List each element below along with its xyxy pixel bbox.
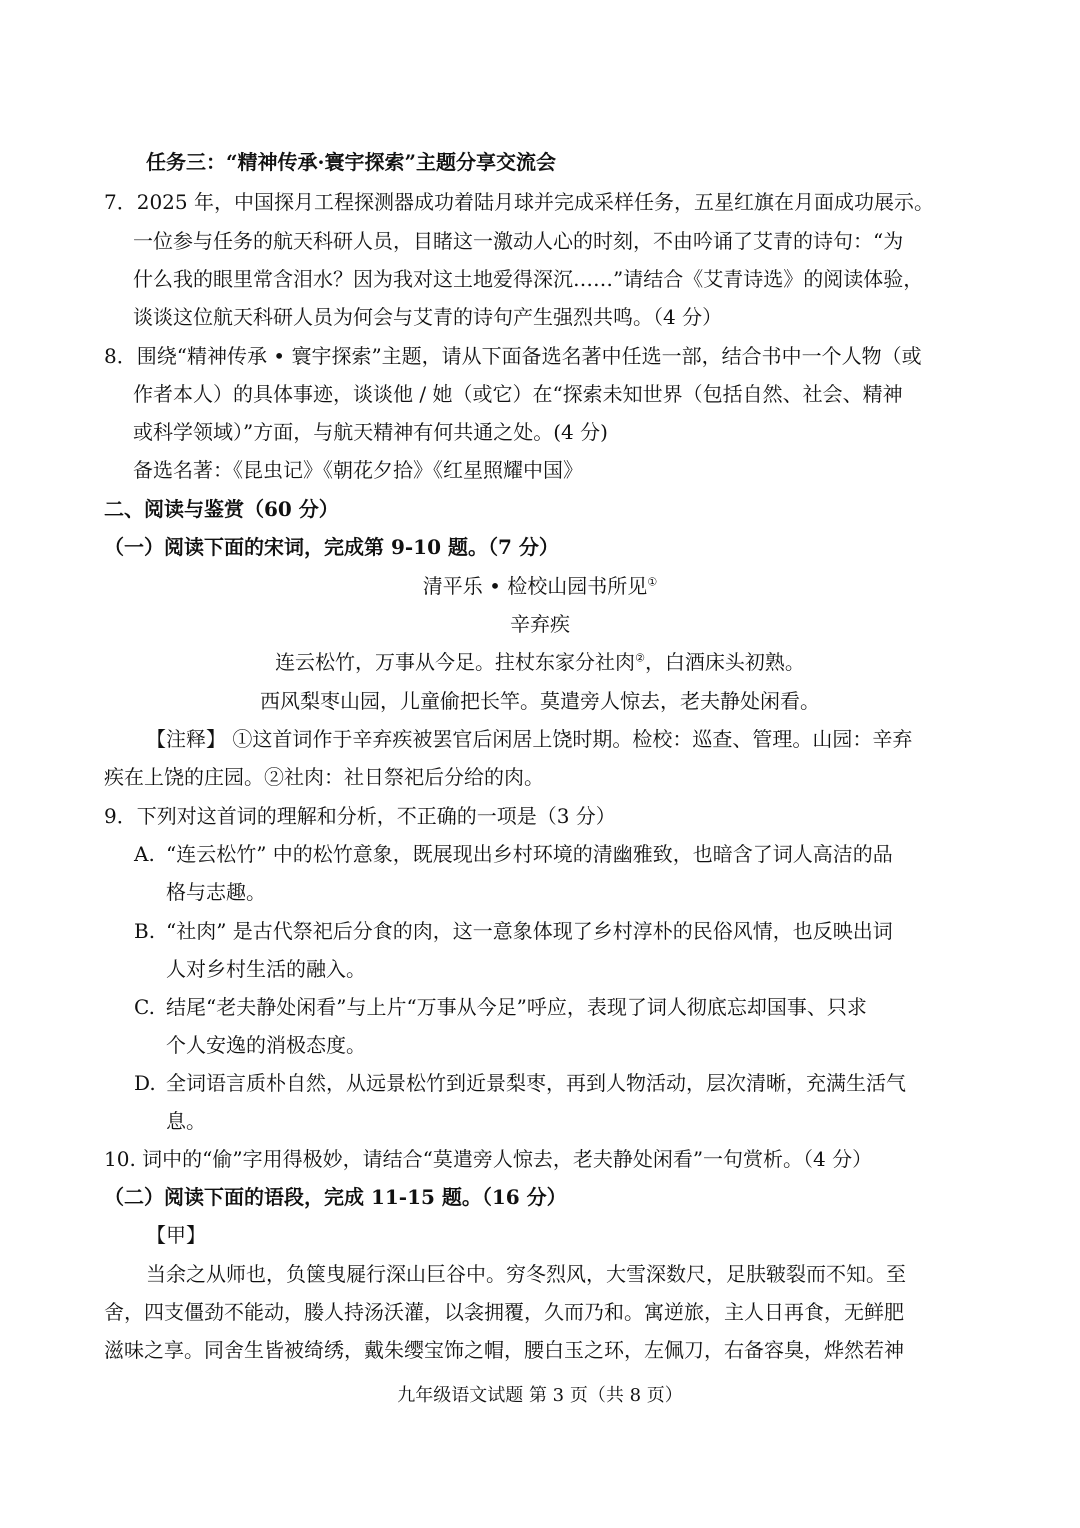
passage-line-2: 舍，四支僵劲不能动，媵人持汤沃灌，以衾拥覆，久而乃和。寓逆旅，主人日再食，无鲜肥 xyxy=(104,1300,904,1324)
q9-option-b-line-2: 人对乡村生活的融入。 xyxy=(166,957,366,981)
notes-line-1: 【注释】 ①这首词作于辛弃疾被罢官后闲居上饶时期。检校：巡查、管理。山园：辛弃 xyxy=(146,727,913,751)
q9-option-b-label: B. xyxy=(134,919,156,943)
q8-line-2: 作者本人）的具体事迹，谈谈他 / 她（或它）在“探索未知世界（包括自然、社会、精神 xyxy=(133,382,903,406)
footnote-mark-1: ① xyxy=(647,575,658,589)
q7-line-1: 7．2025 年，中国探月工程探测器成功着陆月球并完成采样任务，五星红旗在月面成功展示。 xyxy=(104,190,934,214)
q8-candidate-books: 备选名著：《昆虫记》《朝花夕拾》《红星照耀中国》 xyxy=(133,458,583,482)
part2-heading: （二）阅读下面的语段，完成 11-15 题。（16 分） xyxy=(104,1185,567,1209)
footnote-mark-2: ② xyxy=(635,651,645,665)
section2-heading: 二、阅读与鉴赏（60 分） xyxy=(104,497,339,521)
passage-line-1: 当余之从师也，负箧曳屣行深山巨谷中。穷冬烈风，大雪深数尺，足肤皲裂而不知。至 xyxy=(146,1262,906,1286)
poem-author: 辛弃疾 xyxy=(510,612,570,636)
q9-option-a-label: A. xyxy=(134,842,155,866)
q9-stem: 9．下列对这首词的理解和分析，不正确的一项是（3 分） xyxy=(104,804,616,828)
q8-line-1: 8．围绕“精神传承 • 寰宇探索”主题，请从下面备选名著中任选一部，结合书中一个人物（或 xyxy=(104,344,922,368)
q9-option-c-line-2: 个人安逸的消极态度。 xyxy=(166,1033,366,1057)
poem-line-2: 西风梨枣山园，儿童偷把长竿。莫遣旁人惊去，老夫静处闲看。 xyxy=(260,689,820,713)
poem-line-1: 连云松竹，万事从今足。拄杖东家分社肉②，白酒床头初熟。 xyxy=(275,650,805,674)
q8-line-3: 或科学领域）”方面，与航天精神有何共通之处。(4 分) xyxy=(133,420,608,444)
page-footer: 九年级语文试题 第 3 页（共 8 页） xyxy=(397,1385,683,1406)
q9-option-d-line-1: 全词语言质朴自然，从远景松竹到近景梨枣，再到人物活动，层次清晰，充满生活气 xyxy=(166,1071,906,1095)
notes-line-2: 疾在上饶的庄园。②社肉：社日祭祀后分给的肉。 xyxy=(104,765,544,789)
q10-stem: 10. 词中的“偷”字用得极妙，请结合“莫遣旁人惊去，老夫静处闲看”一句赏析。（4 分） xyxy=(104,1147,873,1171)
q9-option-a-line-2: 格与志趣。 xyxy=(166,880,266,904)
q9-option-a-line-1: “连云松竹” 中的松竹意象，既展现出乡村环境的清幽雅致，也暗含了词人高洁的品 xyxy=(166,842,893,866)
poem-title: 清平乐 • 检校山园书所见① xyxy=(422,574,658,598)
q7-line-4: 谈谈这位航天科研人员为何会与艾青的诗句产生强烈共鸣。（4 分） xyxy=(133,305,723,329)
q9-option-d-label: D. xyxy=(134,1071,156,1095)
q9-option-c-label: C. xyxy=(134,995,155,1019)
q9-option-d-line-2: 息。 xyxy=(166,1109,206,1133)
q9-option-c-line-1: 结尾“老夫静处闲看”与上片“万事从今足”呼应，表现了词人彻底忘却国事、只求 xyxy=(166,995,867,1019)
part1-heading: （一）阅读下面的宋词，完成第 9-10 题。（7 分） xyxy=(104,535,559,559)
passage-line-3: 滋味之享。同舍生皆被绮绣，戴朱缨宝饰之帽，腰白玉之环，左佩刀，右备容臭，烨然若神 xyxy=(104,1338,904,1362)
task3-heading: 任务三：“精神传承·寰宇探索”主题分享交流会 xyxy=(146,150,556,174)
q7-line-2: 一位参与任务的航天科研人员，目睹这一激动人心的时刻，不由吟诵了艾青的诗句：“为 xyxy=(133,229,904,253)
q7-line-3: 什么我的眼里常含泪水？因为我对这土地爱得深沉……”请结合《艾青诗选》的阅读体验， xyxy=(133,267,924,291)
passage-jia-label: 【甲】 xyxy=(146,1223,206,1247)
q9-option-b-line-1: “社肉” 是古代祭祀后分食的肉，这一意象体现了乡村淳朴的民俗风情，也反映出词 xyxy=(166,919,893,943)
